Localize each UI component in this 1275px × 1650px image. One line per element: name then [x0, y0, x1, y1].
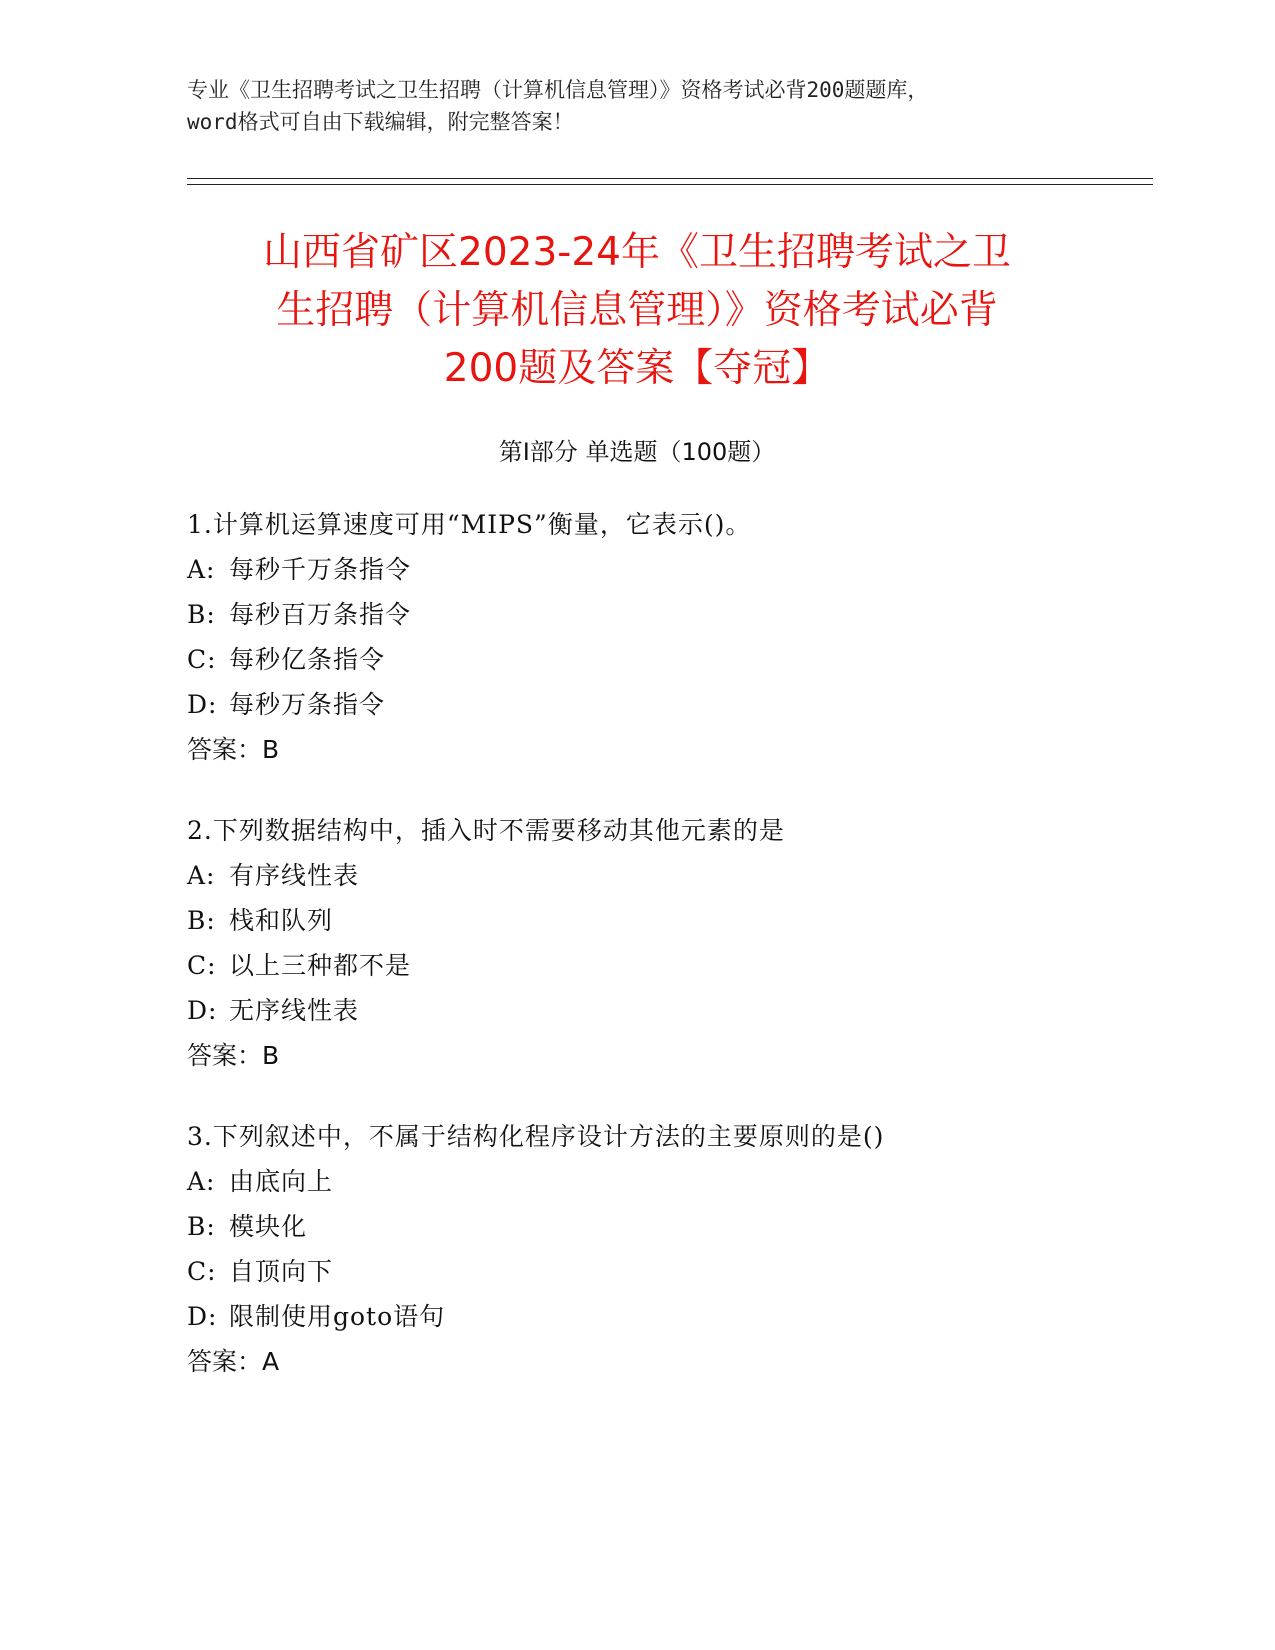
answer: 答案：A [187, 1347, 280, 1376]
option-text: 模块化 [229, 1212, 308, 1241]
option-b [187, 898, 1147, 943]
option-d [187, 1294, 1147, 1339]
option-text: 自顶向下 [229, 1257, 334, 1286]
option-letter: C: [187, 1257, 217, 1286]
answer: 答案：B [187, 735, 280, 764]
option-text: 由底向上 [229, 1167, 334, 1196]
option-b [187, 1204, 1147, 1249]
option-d [187, 988, 1147, 1033]
option-text: 每秒千万条指令 [229, 555, 412, 584]
option-d [187, 682, 1147, 727]
title-line-3: 200题及答案【夺冠】 [443, 346, 831, 391]
option-c [187, 637, 1147, 682]
option-a [187, 547, 1147, 592]
option-text: 限制使用goto语句 [229, 1302, 446, 1331]
option-letter: A: [187, 861, 216, 890]
question-stem: 1.计算机运算速度可用“MIPS”衡量，它表示()。 [187, 510, 752, 539]
option-text: 以上三种都不是 [229, 951, 412, 980]
option-letter: D: [187, 1302, 218, 1331]
option-letter: D: [187, 690, 218, 719]
option-letter: A: [187, 1167, 216, 1196]
option-letter: C: [187, 645, 217, 674]
option-letter: B: [187, 1212, 216, 1241]
option-text: 无序线性表 [229, 996, 360, 1025]
option-text: 每秒万条指令 [229, 690, 386, 719]
option-letter: A: [187, 555, 216, 584]
option-text: 每秒亿条指令 [229, 645, 386, 674]
option-a [187, 853, 1147, 898]
option-c [187, 943, 1147, 988]
option-text: 栈和队列 [229, 906, 334, 935]
option-letter: C: [187, 951, 217, 980]
header-note-line-1: 专业《卫生招聘考试之卫生招聘（计算机信息管理）》资格考试必背200题题库， [187, 78, 929, 102]
option-text: 有序线性表 [229, 861, 360, 890]
question-stem: 3.下列叙述中，不属于结构化程序设计方法的主要原则的是() [187, 1122, 885, 1151]
option-letter: B: [187, 600, 216, 629]
option-c [187, 1249, 1147, 1294]
header-divider-top [187, 178, 1153, 179]
option-b [187, 592, 1147, 637]
option-text: 每秒百万条指令 [229, 600, 412, 629]
option-a [187, 1159, 1147, 1204]
header-divider-bottom [187, 184, 1153, 185]
header-note [187, 74, 1087, 138]
document-title [187, 224, 1087, 398]
answer: 答案：B [187, 1041, 280, 1070]
title-line-2: 生招聘（计算机信息管理）》资格考试必背 [276, 288, 998, 333]
section-heading: 第Ⅰ部分 单选题（100题） [498, 438, 776, 466]
question-stem: 2.下列数据结构中，插入时不需要移动其他元素的是 [187, 816, 785, 845]
title-line-1: 山西省矿区2023-24年《卫生招聘考试之卫 [263, 230, 1011, 275]
option-letter: B: [187, 906, 216, 935]
question-1 [187, 502, 1147, 772]
option-letter: D: [187, 996, 218, 1025]
header-note-line-2: word格式可自由下载编辑，附完整答案！ [187, 110, 574, 134]
question-3 [187, 1114, 1147, 1384]
question-2 [187, 808, 1147, 1078]
